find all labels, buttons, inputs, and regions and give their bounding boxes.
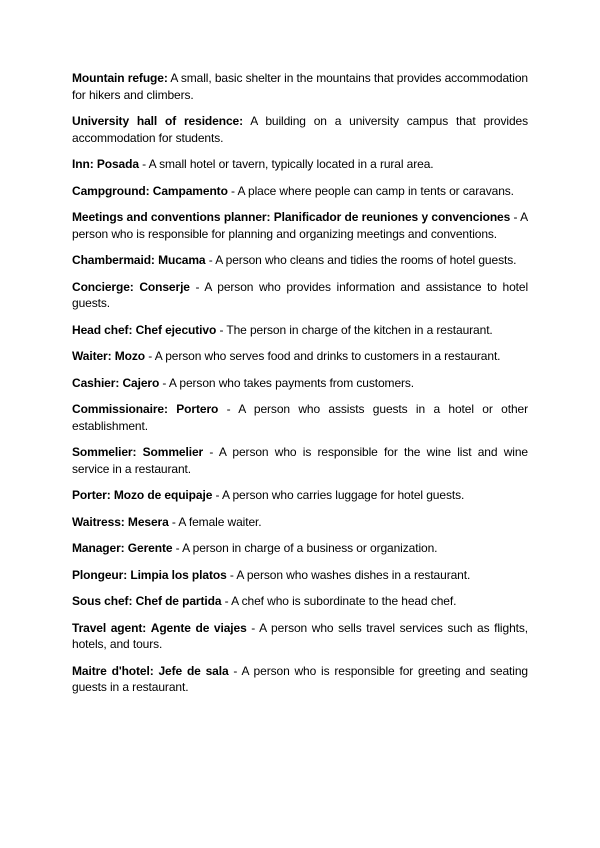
entry-separator: -	[172, 541, 183, 555]
entry-term: Meetings and conventions planner:	[72, 210, 271, 224]
entry-separator: -	[510, 210, 521, 224]
entry-separator: -	[203, 445, 219, 459]
glossary-entry	[72, 279, 528, 312]
entry-separator: -	[227, 183, 238, 198]
entry-term: Plongeur:	[72, 567, 128, 582]
entry-definition: A person who provides information and assistance to hotel guests.	[72, 279, 529, 310]
entry-translation: Gerente	[127, 541, 173, 555]
glossary-entry	[72, 183, 528, 200]
entry-translation: Chef de partida	[135, 594, 222, 608]
entry-translation: Planificador de reuniones y convenciones	[273, 210, 511, 224]
entry-translation: Jefe de sala	[158, 663, 229, 678]
entry-definition: A female waiter.	[178, 514, 262, 529]
entry-term: University hall of residence:	[72, 114, 244, 128]
entry-separator: -	[228, 663, 242, 678]
entry-separator: -	[216, 322, 227, 337]
entry-term: Commissionaire:	[72, 402, 168, 416]
entry-separator: -	[218, 402, 239, 416]
entry-term: Inn:	[72, 157, 94, 171]
entry-term: Waitress:	[72, 514, 125, 529]
glossary-entry	[72, 401, 528, 434]
entry-translation: Agente de viajes	[150, 620, 247, 635]
entry-term: Maitre d'hotel:	[72, 663, 154, 678]
entry-definition: A small, basic shelter in the mountains that provides accommodation for hikers and climbers.	[72, 71, 528, 102]
entry-definition: A small hotel or tavern, typically located in a rural area.	[148, 157, 434, 171]
glossary-entry	[72, 444, 528, 477]
glossary-list	[72, 70, 528, 696]
document-page	[72, 70, 528, 706]
entry-term: Concierge:	[72, 279, 134, 294]
glossary-entry	[72, 252, 528, 269]
entry-translation: Portero	[176, 402, 219, 416]
glossary-entry	[72, 375, 528, 392]
entry-definition: A person who is responsible for the wine list and wine service in a restaurant.	[72, 445, 529, 476]
entry-translation: Chef ejecutivo	[135, 322, 217, 337]
entry-separator: -	[221, 594, 232, 608]
entry-separator: -	[159, 375, 169, 390]
entry-term: Campground:	[72, 183, 150, 198]
entry-translation: Limpia los platos	[130, 567, 227, 582]
glossary-entry	[72, 514, 528, 531]
entry-translation: Campamento	[152, 183, 228, 198]
entry-separator: -	[205, 253, 216, 267]
entry-term: Sommelier:	[72, 445, 137, 459]
entry-term: Porter:	[72, 488, 111, 502]
entry-separator: -	[145, 349, 155, 363]
entry-definition: A person who is responsible for greeting and seating guests in a restaurant.	[72, 663, 528, 694]
glossary-entry	[72, 209, 528, 242]
entry-term: Manager:	[72, 541, 125, 555]
entry-translation: Mozo de equipaje	[113, 488, 213, 502]
entry-definition: A person who is responsible for planning and organizing meetings and conventions.	[72, 210, 529, 241]
entry-definition: A person who sells travel services such as flights, hotels, and tours.	[72, 620, 529, 651]
entry-definition: The person in charge of the kitchen in a restaurant.	[226, 322, 493, 337]
glossary-entry	[72, 593, 528, 610]
entry-separator: -	[168, 514, 179, 529]
entry-definition: A building on a university campus that provides accommodation for students.	[72, 114, 528, 145]
entry-definition: A person who cleans and tidies the rooms of hotel guests.	[215, 253, 517, 267]
entry-translation: Sommelier	[142, 445, 204, 459]
glossary-entry	[72, 348, 528, 365]
entry-separator: -	[246, 620, 260, 635]
entry-definition: A person who takes payments from customers.	[168, 375, 415, 390]
glossary-entry	[72, 156, 528, 173]
entry-term: Waiter:	[72, 349, 112, 363]
entry-definition: A place where people can camp in tents or caravans.	[237, 183, 514, 198]
entry-separator: -	[138, 157, 149, 171]
entry-translation: Mozo	[114, 349, 146, 363]
entry-definition: A person who serves food and drinks to customers in a restaurant.	[154, 349, 501, 363]
entry-definition: A person who carries luggage for hotel guests.	[222, 488, 465, 502]
glossary-entry	[72, 322, 528, 339]
entry-definition: A person who washes dishes in a restaurant.	[236, 567, 471, 582]
entry-translation: Mesera	[127, 514, 169, 529]
glossary-entry	[72, 567, 528, 584]
entry-definition: A person in charge of a business or organization.	[182, 541, 438, 555]
entry-definition: A person who assists guests in a hotel or other establishment.	[72, 402, 529, 433]
glossary-entry	[72, 113, 528, 146]
entry-separator: -	[212, 488, 222, 502]
entry-definition: A chef who is subordinate to the head chef.	[231, 594, 457, 608]
entry-term: Sous chef:	[72, 594, 133, 608]
entry-term: Mountain refuge:	[72, 71, 168, 85]
glossary-entry	[72, 620, 528, 653]
entry-term: Cashier:	[72, 375, 120, 390]
entry-separator: -	[189, 279, 205, 294]
glossary-entry	[72, 540, 528, 557]
entry-separator: -	[226, 567, 237, 582]
entry-translation: Mucama	[158, 253, 206, 267]
entry-term: Travel agent:	[72, 620, 147, 635]
entry-term: Chambermaid:	[72, 253, 155, 267]
entry-translation: Posada	[96, 157, 139, 171]
glossary-entry	[72, 663, 528, 696]
entry-translation: Cajero	[122, 375, 160, 390]
entry-term: Head chef:	[72, 322, 133, 337]
entry-translation: Conserje	[139, 279, 190, 294]
glossary-entry	[72, 487, 528, 504]
glossary-entry	[72, 70, 528, 103]
